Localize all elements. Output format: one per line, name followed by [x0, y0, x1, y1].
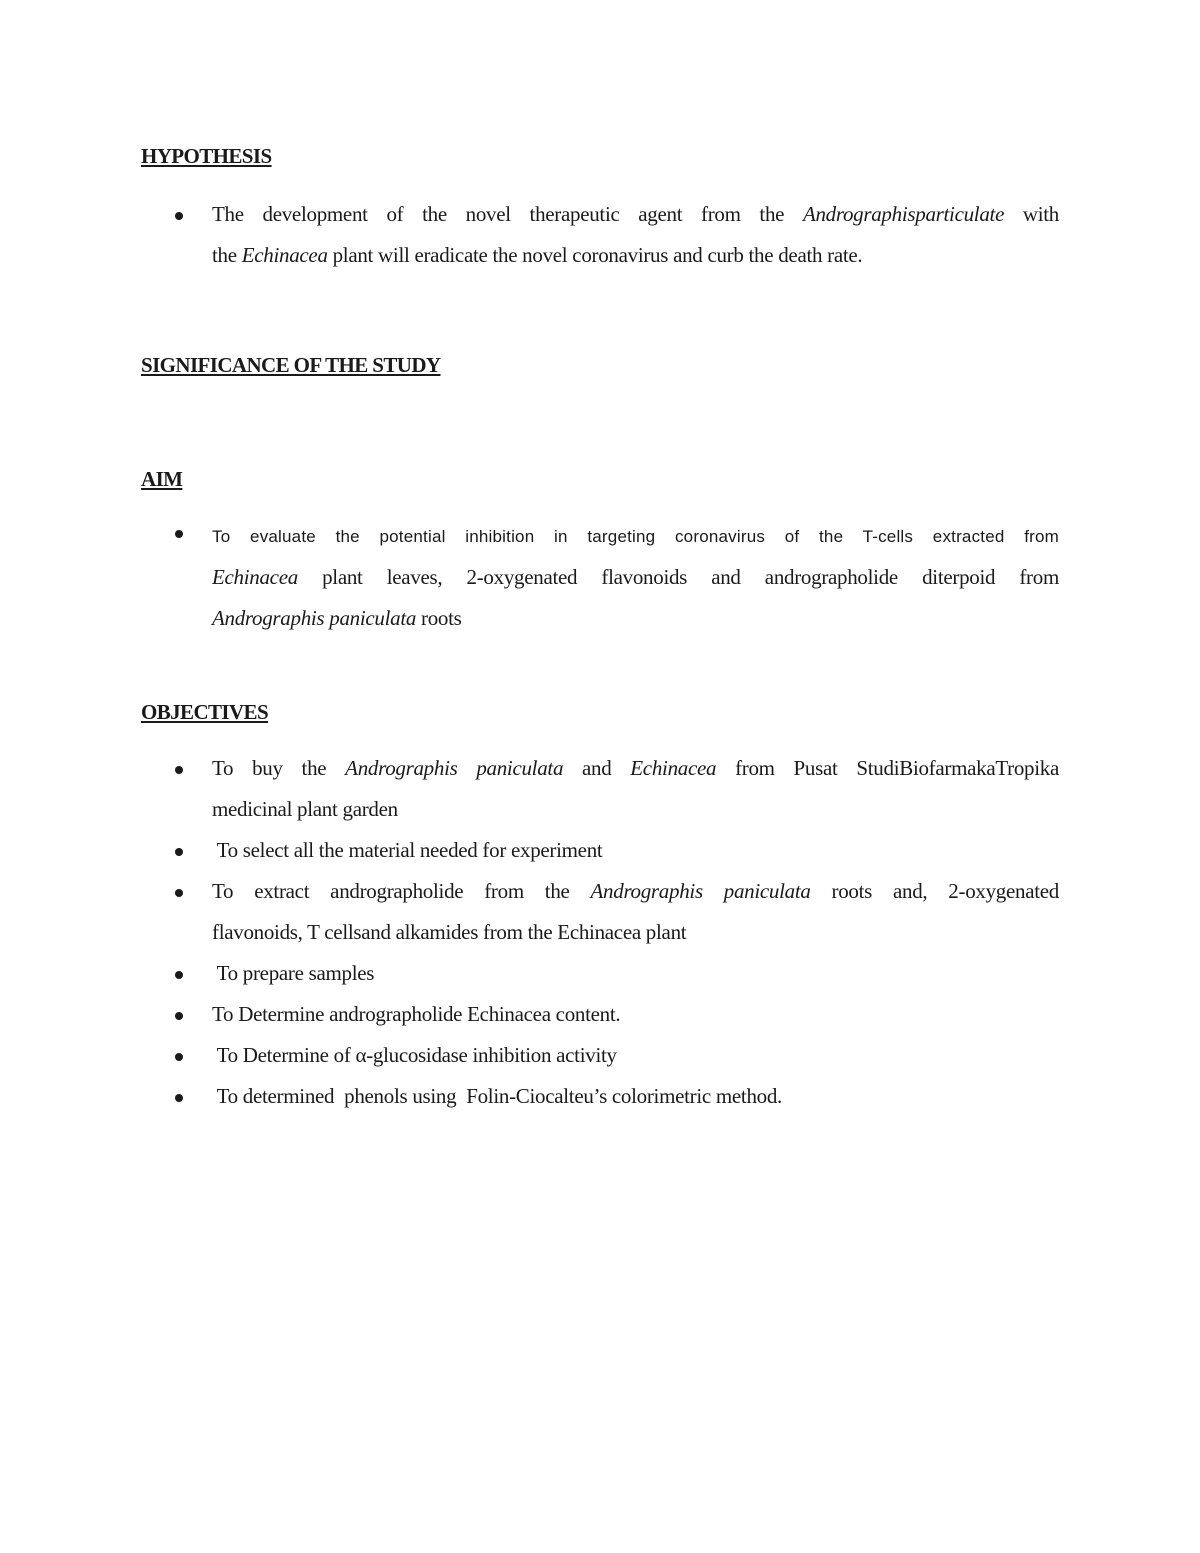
objective-item: [141, 1035, 1059, 1076]
hypothesis-list: [141, 194, 1059, 276]
bullet-icon: [175, 766, 183, 774]
objective-1-line-1: To buy the Andrographis paniculata and Echinacea from Pusat StudiBiofarmakaTropika: [212, 756, 1060, 780]
hypothesis-section: [141, 144, 1059, 276]
significance-section: [141, 353, 1059, 377]
aim-line-1: To evaluate the potential inhibition in targeting coronavirus of the T-cells extracted from: [212, 527, 1059, 546]
objective-item: [141, 748, 1059, 830]
objectives-heading: OBJECTIVES: [141, 700, 269, 724]
objective-6-text: To Determine of α-glucosidase inhibition activity: [212, 1043, 617, 1067]
aim-list: [141, 516, 1059, 639]
objective-7-text: To determined phenols using Folin-Ciocalteu’s colorimetric method.: [212, 1084, 783, 1108]
objective-5-text: To Determine andrographolide Echinacea content.: [212, 1002, 621, 1026]
objectives-section: [141, 700, 1059, 1117]
bullet-icon: [175, 971, 183, 979]
bullet-icon: [175, 889, 183, 897]
bullet-icon: [175, 1094, 183, 1102]
significance-heading: SIGNIFICANCE OF THE STUDY: [141, 353, 441, 377]
aim-section: [141, 467, 1059, 639]
objective-1-line-2: medicinal plant garden: [212, 797, 398, 821]
bullet-icon: [175, 1053, 183, 1061]
objective-item: [141, 953, 1059, 994]
aim-heading: AIM: [141, 467, 183, 491]
hypothesis-line-2: the Echinacea plant will eradicate the novel coronavirus and curb the death rate.: [212, 243, 863, 267]
bullet-icon: [175, 1012, 183, 1020]
objective-4-text: To prepare samples: [212, 961, 375, 985]
objective-2-text: To select all the material needed for experiment: [212, 838, 603, 862]
objective-item: [141, 1076, 1059, 1117]
aim-item: [141, 516, 1059, 639]
aim-line-2: Echinacea plant leaves, 2-oxygenated flavonoids and andrographolide diterpoid from: [212, 565, 1059, 589]
bullet-icon: [175, 848, 183, 856]
objectives-list: [141, 748, 1059, 1117]
bullet-icon: [175, 530, 183, 538]
hypothesis-item: [141, 194, 1059, 276]
objective-3-line-1: To extract andrographolide from the Andrographis paniculata roots and, 2-oxygenated: [212, 879, 1059, 903]
aim-line-3: Andrographis paniculata roots: [212, 606, 462, 630]
objective-3-line-2: flavonoids, T cellsand alkamides from the Echinacea plant: [212, 920, 687, 944]
hypothesis-line-1: The development of the novel therapeutic agent from the Andrographisparticulate with: [212, 202, 1059, 226]
hypothesis-heading: HYPOTHESIS: [141, 144, 272, 168]
objective-item: [141, 871, 1059, 953]
objective-item: [141, 994, 1059, 1035]
bullet-icon: [175, 212, 183, 220]
objective-item: [141, 830, 1059, 871]
